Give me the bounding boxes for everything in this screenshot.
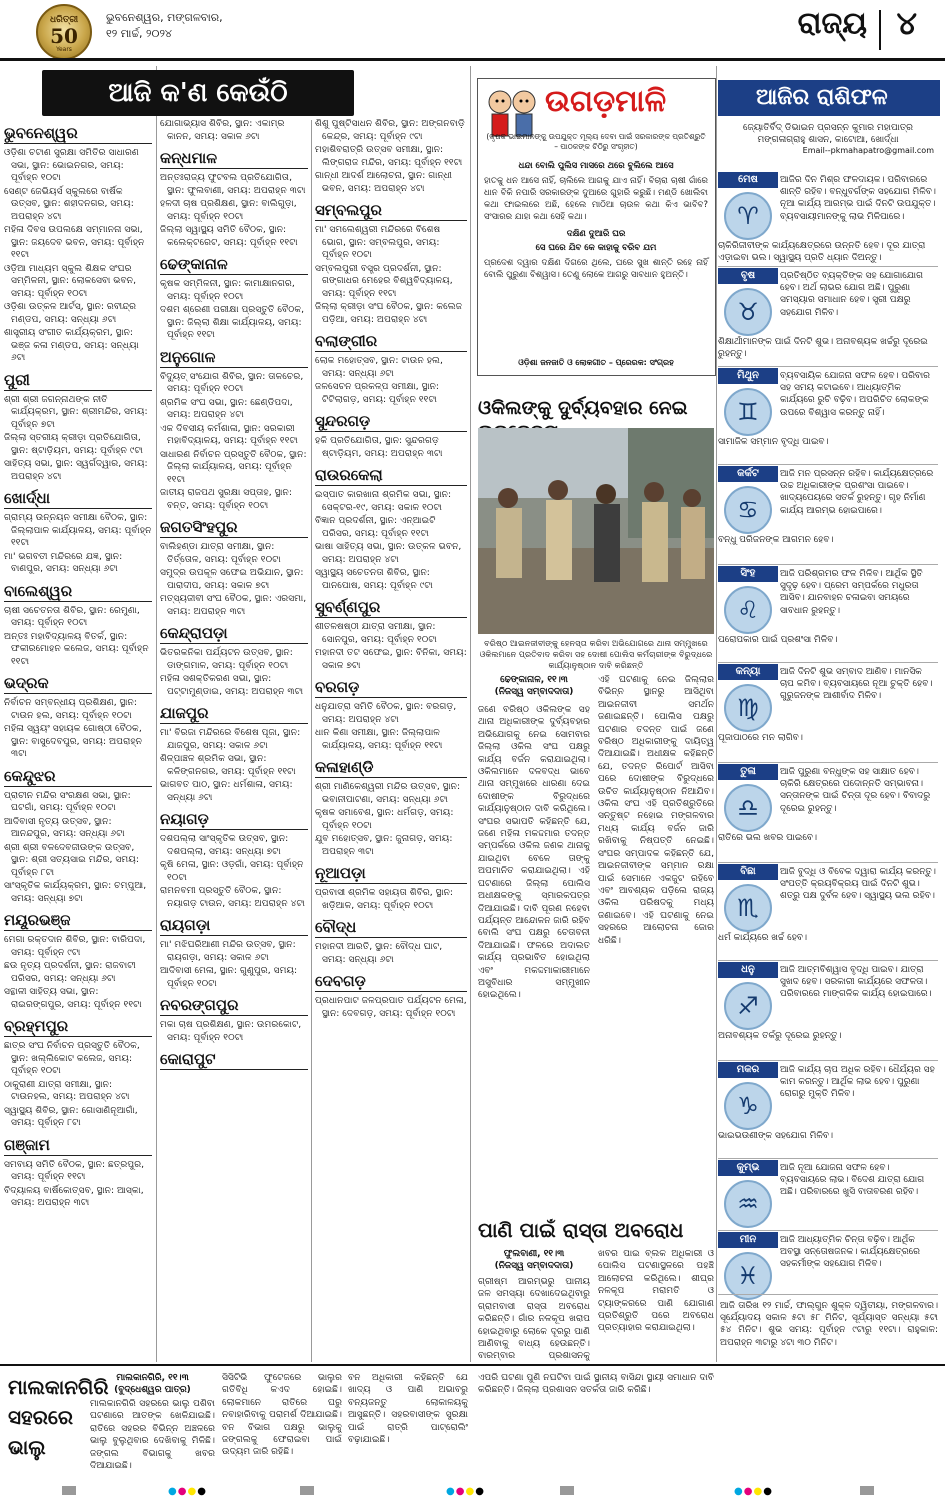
event-item: ମହିଳା ସ୍ୱୟଂ ସହାୟକ ଗୋଷ୍ଠୀ ବୈଠକ, ସ୍ଥାନ: ବାସୁଦେବପୁର, ସମୟ: ଅପରାହ୍ନ ୩ଟା: [4, 723, 143, 759]
event-item: କୃଷି ମେଳା, ସ୍ଥାନ: ଓଡ଼ଗାଁ, ସମୟ: ପୂର୍ବାହ୍ନ ୧୦ଟା: [160, 859, 304, 883]
event-item: ଏକ ଦିବସୀୟ କର୍ମଶାଳା, ସ୍ଥାନ: ସରକାରୀ ମହାବିଦ୍ୟାଳୟ, ସମୟ: ପୂର୍ବାହ୍ନ ୧୧ଟା: [160, 422, 298, 446]
event-item: ବିଜ୍ଞାନ ପ୍ରଦର୍ଶନୀ, ସ୍ଥାନ: ଏନ୍‌ଆଇଟି ପରିସର, ସମୟ: ପୂର୍ବାହ୍ନ ୧୧ଟା: [315, 515, 436, 539]
astrologer-address: ମଙ୍ଗଳାଗ୍ରାହୁ ଶାସନ, କାଟୋଆ, ଖୋର୍ଦ୍ଧା: [757, 135, 899, 145]
zodiac-glyph-icon: ♏: [737, 894, 759, 922]
event-item: ରାମନବମୀ ପ୍ରସ୍ତୁତି ବୈଠକ, ସ୍ଥାନ: ନୟାଗଡ଼ ଟାଉନ, ସମୟ: ଅପରାହ୍ନ ୪ଟା: [160, 885, 305, 909]
print-bar: [300, 1486, 314, 1495]
event-item: ମେଗା ରକ୍ତଦାନ ଶିବିର, ସ୍ଥାନ: ବାରିପଦା, ସମୟ: ପୂର୍ବାହ୍ନ ୯ଟା: [4, 934, 146, 958]
event-item: ଜିଲ୍ଲା ସ୍ୱାସ୍ଥ୍ୟ ସମିତି ବୈଠକ, ସ୍ଥାନ: କଲେକ୍ଟରେଟ, ସମୟ: ପୂର୍ବାହ୍ନ ୧୧ଟା: [160, 224, 298, 248]
print-bar: [860, 1486, 874, 1495]
sign-forecast-extra: ଶିକ୍ଷାର୍ଥୀମାନଙ୍କ ପାଇଁ ଦିନଟି ଶୁଭ। ଅନାବଶ୍ୟକ ଖର୍ଚ୍ଚରୁ ଦୂରେଇ ରୁହନ୍ତୁ।: [718, 337, 928, 360]
zodiac-glyph-icon: ♓: [737, 1262, 759, 1290]
sign-forecast: ଆଜି ଦିନଟି ଶୁଭ ସମ୍ବାଦ ଆଣିବ। ମାନସିକ ଚାପ କମିବ। ବ୍ୟବସାୟରେ ନୂଆ ଚୁକ୍ତି ହେବ। ଗୁରୁଜନଙ୍କ ଆଶୀର୍ବାଦ ମିଳିବ।: [780, 667, 933, 702]
photo-caption: ବରିଷ୍ଠ ଆଇନଜୀବୀଙ୍କୁ ହେନସ୍ତା କରିବା ଅଭିଯୋଗରେ ଥାନା ସମ୍ମୁଖରେ ଓକିଲମାନେ ପ୍ରତିବାଦ କରିବା ସହ ଦୋଷୀ ପୋଲିସ କର୍ମଚାରୀଙ୍କ ବିରୁଦ୍ଧରେ କାର୍ଯ୍ୟାନୁଷ୍ଠାନ ଦାବି କରିଛନ୍ତି: [479, 638, 713, 670]
event-item: ଆଦିବାସୀ ନୃତ୍ୟ ଉତ୍ସବ, ସ୍ଥାନ: ଆନନ୍ଦପୁର, ସମୟ: ସନ୍ଧ୍ୟା ୬ଟା: [4, 815, 125, 839]
city-heading: ରାଉରକେଲା: [315, 466, 467, 486]
event-item: ହକି ପ୍ରତିଯୋଗିତା, ସ୍ଥାନ: ସୁନ୍ଦରଗଡ଼ ଷ୍ଟାଡ଼ିୟମ, ସମୟ: ଅପରାହ୍ନ ୩ଟା: [315, 435, 443, 459]
logo-brand: ଧରିତ୍ରୀ: [49, 15, 79, 25]
zodiac-glyph-icon: ♊: [737, 398, 759, 426]
event-item: ମା' ସମଲେଶ୍ୱରୀ ମନ୍ଦିରରେ ବିଶେଷ ଭୋଗ, ସ୍ଥାନ: ସମ୍ବଲପୁର, ସମୟ: ପୂର୍ବାହ୍ନ ୧୦ଟା: [315, 224, 441, 260]
event-item: ଯୋଗାଭ୍ୟାସ ଶିବିର, ସ୍ଥାନ: ଏକାମ୍ର କାନନ, ସମୟ: ସକାଳ ୬ଟା: [160, 118, 285, 142]
cartoon-footer: ଓଡ଼ିଶା ଜନଜାତି ଓ ଲୋକଗୀତ – ପ୍ରେରକ: ସଂଗ୍ରହ: [518, 358, 674, 367]
sign-forecast: ଆଜି କାର୍ଯ୍ୟ ଚାପ ଅଧିକ ରହିବ। ଧୈର୍ଯ୍ୟର ସହ କାମ କରନ୍ତୁ। ଆର୍ଥିକ ଲାଭ ହେବ। ପୁରୁଣା ରୋଗରୁ ମୁକ୍ତି ମିଳିବ।: [780, 1065, 935, 1100]
rashi-sign-block: [718, 268, 940, 368]
rashi-sign-block: [718, 962, 940, 1062]
sign-forecast-extra: ରାତିରେ ଭଲ ଖବର ପାଇବେ।: [718, 833, 818, 843]
dateline-place: ଭୁବନେଶ୍ୱର, ମଙ୍ଗଳବାର,: [106, 11, 223, 24]
sign-forecast-extra: ଅନାବଶ୍ୟକ ତର୍କରୁ ଦୂରେଇ ରୁହନ୍ତୁ।: [718, 1031, 842, 1041]
event-item: ଶାସ୍ତ୍ରୀୟ ସଂଗୀତ କାର୍ଯ୍ୟକ୍ରମ, ସ୍ଥାନ: ଭଞ୍ଜ କଳା ମଣ୍ଡପ, ସମୟ: ସନ୍ଧ୍ୟା ୬ଟା: [4, 327, 139, 363]
sign-label: ସିଂହ: [718, 566, 778, 582]
sign-forecast-extra: ପରୋପକାର ପାଇଁ ପ୍ରଶଂସା ମିଳିବ।: [718, 635, 838, 645]
event-item: ଓଡ଼ିଶା ଉତ୍କଳ ଆର୍ଟସ୍, ସ୍ଥାନ: ରବୀନ୍ଦ୍ର ମଣ୍ଡପ, ସମୟ: ସନ୍ଧ୍ୟା ୬ଟା: [4, 301, 137, 325]
city-heading: ଅନୁଗୋଳ: [160, 348, 308, 368]
event-item: ଇସ୍ପାତ କାରଖାନା ଶ୍ରମିକ ସଭା, ସ୍ଥାନ: ସେକ୍ଟର-୧୯, ସମୟ: ସକାଳ ୧୦ଟା: [315, 489, 452, 513]
zodiac-glyph-icon: ♍: [737, 694, 759, 722]
event-item: ସ୍ୱାସ୍ଥ୍ୟ ଶିବିର, ସ୍ଥାନ: ଗୋସାଣିନୂଆଗାଁ, ସମୟ: ପୂର୍ବାହ୍ନ ୮ଟା: [4, 1104, 138, 1128]
event-item: ଜାତୀୟ ରାଜପଥ ସୁରକ୍ଷା ସପ୍ତାହ, ସ୍ଥାନ: ବନ୍ତ, ସମୟ: ପୂର୍ବାହ୍ନ ୧୦ଟା: [160, 487, 292, 511]
sign-label: ମେଷ: [718, 172, 778, 188]
article-3-column-2: ସିସିଟିଭି ଫୁଟେଜରେ ଭାଲୁର ଗତିବିଧି କଏଦ ହୋଇଛି। ଲୋକମାନେ ରାତିରେ ଘରୁ ନବାହାରିବାକୁ ପରାମର୍ଶ ଦିଆଯାଇଛି। ବନ ବିଭାଗ ପକ୍ଷରୁ ଭାଲୁକୁ ଜଙ୍ଗଲକୁ ଫେରାଇବା ପାଇଁ ଉଦ୍ୟମ ଜାରି ରହିଛି।: [222, 1373, 342, 1458]
sign-forecast: ଆଜି ପୁରୁଣା ବନ୍ଧୁଙ୍କ ସହ ସାକ୍ଷାତ ହେବ। ଚାକିରି କ୍ଷେତ୍ରରେ ପଦୋନ୍ନତି ସମ୍ଭାବନା। ସନ୍ତାନଙ୍କ ପାଇଁ ଚିନ୍ତା ଦୂର ହେବ। ବିବାଦରୁ ଦୂରେଇ ରୁହନ୍ତୁ।: [780, 767, 931, 814]
sign-forecast: ପ୍ରତିଷ୍ଠିତ ବ୍ୟକ୍ତିଙ୍କ ସହ ଯୋଗାଯୋଗ ହେବ। ଅର୍ଥ ଲାଭର ଯୋଗ ଅଛି। ପୁରୁଣା ସମସ୍ୟାର ସମାଧାନ ହେବ। ସ୍ତ୍ରୀ ପକ୍ଷରୁ ସହଯୋଗ ମିଳିବ।: [780, 271, 924, 318]
sign-forecast: ଆଜି ବୁଦ୍ଧି ଓ ବିବେକ ଦ୍ୱାରା କାର୍ଯ୍ୟ କରନ୍ତୁ। ସଂପତ୍ତି କ୍ରୟବିକ୍ରୟ ପାଇଁ ଦିନଟି ଶୁଭ। ଶତ୍ରୁ ପକ୍ଷ ଦୁର୍ବଳ ହେବ। ସ୍ୱାସ୍ଥ୍ୟ ଭଲ ରହିବ।: [780, 867, 936, 902]
event-item: ମହାନଦୀ ତଟ ସଫେଇ, ସ୍ଥାନ: ବିନିକା, ସମୟ: ସକାଳ ୭ଟା: [315, 647, 467, 671]
cartoon-subhead-1: ଦକ୍ଷିଣ ଦୁଆରି ଘର: [566, 229, 626, 239]
event-item: ସାହିତ୍ୟ ସଭା, ସ୍ଥାନ: ସ୍ୱର୍ଗଦ୍ୱାର, ସମୟ: ଅପରାହ୍ନ ୪ଟା: [4, 458, 148, 482]
city-heading: ଖୋର୍ଦ୍ଧା: [4, 489, 152, 509]
event-item: ସମବାୟ ସମିତି ବୈଠକ, ସ୍ଥାନ: ଛତ୍ରପୁର, ସମୟ: ପୂର୍ବାହ୍ନ ୧୧ଟା: [4, 1158, 145, 1182]
rashi-sign-block: [718, 864, 940, 962]
city-heading: ଯାଜପୁର: [160, 704, 308, 724]
event-item: ବିଦ୍ୟୁତ୍ ସଂଯୋଗ ଶିବିର, ସ୍ଥାନ: ତାଳଚେର, ସମୟ: ପୂର୍ବାହ୍ନ ୧୦ଟା: [160, 370, 304, 394]
event-item: ମହାନଦୀ ଆରତି, ସ୍ଥାନ: ବୌଦ୍ଧ ଘାଟ, ସମୟ: ସନ୍ଧ୍ୟା ୬ଟା: [315, 941, 443, 965]
zodiac-glyph-icon: ♉: [737, 298, 759, 326]
city-heading: ସୁନ୍ଦରଗଡ଼: [315, 412, 467, 432]
event-item: ଶ୍ରମିକ ସଂଘ ସଭା, ସ୍ଥାନ: ଛେଣ୍ଡିପଦା, ସମୟ: ଅପରାହ୍ନ ୪ଟା: [160, 396, 293, 420]
sign-label: କର୍କଟ: [718, 466, 778, 482]
city-heading: ନୂଆପଡ଼ା: [315, 864, 467, 884]
event-item: ହଳଦୀ ଚାଷ ପ୍ରଶିକ୍ଷଣ, ସ୍ଥାନ: ବାଲିଗୁଡ଼ା, ସମୟ: ପୂର୍ବାହ୍ନ ୧୦ଟା: [160, 198, 297, 222]
zodiac-glyph-icon: ♈: [737, 202, 759, 230]
zodiac-glyph-icon: ♐: [737, 992, 759, 1020]
events-banner: ଆଜି କ'ଣ କେଉଁଠି: [42, 70, 354, 116]
city-heading: ନୟାଗଡ଼: [160, 810, 308, 830]
event-item: ଯୁବ ମହୋତ୍ସବ, ସ୍ଥାନ: ଜୁନାଗଡ଼, ସମୟ: ଅପରାହ୍ନ ୩ଟା: [315, 833, 453, 857]
article-1-dateline: ଢେଙ୍କାନାଳ, ୧୧।୩: [500, 675, 568, 685]
article-3-column-4: ଏପରି ଘଟଣା ପୁଣି ନଘଟିବା ପାଇଁ ସ୍ଥାନୀୟ ବାସିନ୍ଦା ସ୍ଥାୟୀ ସମାଧାନ ଦାବି କରିଛନ୍ତି। ଜିଲ୍ଲା ପ୍ରଶାସନ ସତର୍କତା ଜାରି କରିଛି।: [478, 1373, 714, 1396]
city-heading: ଦେବଗଡ଼: [315, 972, 467, 992]
article-1-reporter: (ନିଜସ୍ୱ ସମ୍ବାଦଦାତା): [494, 687, 574, 697]
event-item: ଅନ୍ତଃ ମହାବିଦ୍ୟାଳୟ ବିତର୍କ, ସ୍ଥାନ: ଫକୀରମୋହନ କଲେଜ, ସମୟ: ପୂର୍ବାହ୍ନ ୧୧ଟା: [4, 630, 149, 667]
event-item: ବାଲିହଣ୍ଡା ଯାତ୍ରା ସମୀକ୍ଷା, ସ୍ଥାନ: ତିର୍ତ୍ତୋଳ, ସମୟ: ପୂର୍ବାହ୍ନ ୧୦ଟା: [160, 541, 281, 565]
sign-forecast-extra: ସାମାଜିକ ସମ୍ମାନ ବୃଦ୍ଧି ପାଇବ।: [718, 437, 829, 447]
event-item: ଗ୍ରାମ୍ୟ ଉନ୍ନୟନ ସମୀକ୍ଷା ବୈଠକ, ସ୍ଥାନ: ଜିଲ୍ଲାପାଳ କାର୍ଯ୍ୟାଳୟ, ସମୟ: ପୂର୍ବାହ୍ନ ୧୧ଟା: [4, 512, 152, 548]
event-item: ପ୍ରାଚୀନ ମନ୍ଦିର ସଂରକ୍ଷଣ ସଭା, ସ୍ଥାନ: ଘଟଗାଁ, ସମୟ: ପୂର୍ବାହ୍ନ ୧୦ଟା: [4, 789, 131, 813]
zodiac-glyph-icon: ♋: [737, 496, 759, 524]
city-heading: ବରଗଡ଼: [315, 678, 467, 698]
city-heading: ଭଦ୍ରକ: [4, 674, 152, 694]
event-item: ଧାନ କିଣା ସମୀକ୍ଷା, ସ୍ଥାନ: ଜିଲ୍ଲାପାଳ କାର୍ଯ୍ୟାଳୟ, ସମୟ: ପୂର୍ବାହ୍ନ ୧୧ଟା: [315, 727, 443, 751]
event-item: ସ୍ୱାସ୍ଥ୍ୟ ସଚେତନତା ଶିବିର, ସ୍ଥାନ: ପାନପୋଷ, ସମୟ: ପୂର୍ବାହ୍ନ ୯ଟା: [315, 567, 433, 591]
rashi-sign-block: [718, 466, 940, 566]
event-item: ଦଶମ ଶ୍ରେଣୀ ପରୀକ୍ଷା ପ୍ରସ୍ତୁତି ବୈଠକ, ସ୍ଥାନ: ଜିଲ୍ଲା ଶିକ୍ଷା କାର୍ଯ୍ୟାଳୟ, ସମୟ: ପୂର୍ବାହ୍ନ ୧୧ଟା: [160, 304, 305, 340]
event-item: ଓଡ଼ିଶା ଚଟାଣ ସୁରକ୍ଷା ସମିତିର ସାଧାରଣ ସଭା, ସ୍ଥାନ: ଭୋଇନଗର, ସମୟ: ପୂର୍ବାହ୍ନ ୧୦ଟା: [4, 147, 139, 183]
event-item: ପ୍ରଧାନପାଟ ଜଳପ୍ରପାତ ପର୍ଯ୍ୟଟନ ମେଳା, ସ୍ଥାନ: ଦେବଗଡ଼, ସମୟ: ପୂର୍ବାହ୍ନ ୧୦ଟା: [315, 995, 467, 1019]
event-item: ଭିତରକନିକା ପର୍ଯ୍ୟଟନ ଉତ୍ସବ, ସ୍ଥାନ: ଡାଙ୍ଗମାଳ, ସମୟ: ପୂର୍ବାହ୍ନ ୧୦ଟା: [160, 647, 293, 671]
sign-forecast: ଆଜି ମନ ପ୍ରସନ୍ନ ରହିବ। କାର୍ଯ୍ୟକ୍ଷେତ୍ରରେ ଉଚ୍ଚ ଅଧିକାରୀଙ୍କ ପ୍ରଶଂସା ପାଇବେ। ଖାଦ୍ୟପେୟରେ ସତର୍କ ରୁହନ୍ତୁ। ଗୃହ ନିର୍ମାଣ କାର୍ଯ୍ୟ ଆରମ୍ଭ ହୋଇପାରେ।: [780, 469, 934, 516]
city-heading: ଗଞ୍ଜାମ: [4, 1136, 152, 1156]
event-item: ବିଦ୍ୟାଳୟ ବାର୍ଷିକୋତ୍ସବ, ସ୍ଥାନ: ଆସ୍କା, ସମୟ: ଅପରାହ୍ନ ୩ଟା: [4, 1184, 144, 1208]
event-item: ଶିଶୁ ପୁଷ୍ଟିସାଧନ ଶିବିର, ସ୍ଥାନ: ଅଙ୍ଗନବାଡ଼ି କେନ୍ଦ୍ର, ସମୟ: ପୂର୍ବାହ୍ନ ୯ଟା: [315, 118, 465, 142]
sign-divider: [718, 662, 938, 663]
sign-forecast-extra: ପୂଜାପାଠରେ ମନ ଲାଗିବ।: [718, 733, 803, 743]
rashi-sign-block: [718, 172, 940, 268]
sign-divider: [718, 862, 938, 863]
event-item: ଜିଲ୍ଲା କ୍ରୀଡ଼ା ସଂଘ ବୈଠକ, ସ୍ଥାନ: କଲେଜ ପଡ଼ିଆ, ସମୟ: ଅପରାହ୍ନ ୪ଟା: [315, 301, 463, 325]
sign-divider: [718, 564, 938, 565]
event-item: ଦଶପଲ୍ଲା ସାଂସ୍କୃତିକ ଉତ୍ସବ, ସ୍ଥାନ: ଦଶପଲ୍ଲା, ସମୟ: ସନ୍ଧ୍ୟା ୭ଟା: [160, 833, 289, 857]
sign-divider: [718, 266, 938, 267]
sign-label: ମୀନ: [718, 1232, 778, 1248]
astrologer-email: Email--pkmahapatro@gmail.com: [802, 146, 934, 155]
logo-years: Years: [56, 46, 72, 53]
city-heading: ପୁରୀ: [4, 371, 152, 391]
rashi-title: ଆଜିର ରାଶିଫଳ: [718, 80, 940, 116]
zodiac-glyph-icon: ♑: [737, 1092, 759, 1120]
sign-forecast: ଆଜି ଆତ୍ମବିଶ୍ୱାସ ବୃଦ୍ଧି ପାଇବ। ଯାତ୍ରା ସୁଖଦ ହେବ। ସରକାରୀ କାର୍ଯ୍ୟରେ ସଫଳତା। ପରିବାରରେ ମାଙ୍ଗଳିକ କାର୍ଯ୍ୟ ହୋଇପାରେ।: [780, 965, 932, 1000]
events-column-3: [315, 118, 467, 1362]
event-item: ଜଳସେଚନ ପ୍ରକଳ୍ପ ସମୀକ୍ଷା, ସ୍ଥାନ: ଟିଟିଲାଗଡ଼, ସମୟ: ପୂର୍ବାହ୍ନ ୧୧ଟା: [315, 381, 440, 405]
page-number: ୪: [896, 4, 917, 42]
rashi-sign-block: [718, 566, 940, 664]
registration-dots: ●●●●: [168, 1486, 207, 1497]
city-heading: କୋରାପୁଟ: [160, 1050, 308, 1070]
city-heading: ଜଗତସିଂହପୁର: [160, 518, 308, 538]
article-2-byline: [478, 1248, 590, 1272]
rashi-sign-block: [718, 1232, 940, 1296]
astrologer-name: ଜ୍ୟୋତିର୍ବିଦ୍ ଡିଭାଇନ ପ୍ରସନ୍ନ କୁମାର ମହାପାତ୍ର: [742, 123, 914, 133]
city-heading: ମୟୂରଭଞ୍ଜ: [4, 911, 152, 931]
article-3-column-3: ବନ ଅଧିକାରୀ କହିଛନ୍ତି ଯେ ଖାଦ୍ୟ ଓ ପାଣି ଅଭାବରୁ ବନ୍ୟଜନ୍ତୁ ଲୋକାଳୟକୁ ଆସୁଛନ୍ତି। ସହରବାସୀଙ୍କ ସୁରକ୍ଷା ପାଇଁ ରାତ୍ରି ପାଟ୍ରୋଲିଂ ବଢ଼ାଯାଇଛି।: [348, 1373, 468, 1446]
city-heading: ନବରଙ୍ଗପୁର: [160, 996, 308, 1016]
logo-fifty: 50: [50, 24, 78, 48]
article-3-headline: ମାଲକାନଗିରି ସହରରେ ଭାଲୁ: [8, 1375, 109, 1459]
section-name: ରାଜ୍ୟ: [797, 6, 867, 41]
sign-forecast: ଆଜି ନୂଆ ଯୋଜନା ସଫଳ ହେବ। ବ୍ୟବସାୟରେ ଲାଭ। ବିଦେଶ ଯାତ୍ରା ଯୋଗ ଅଛି। ପରିବାରରେ ଖୁସି ବାତାବରଣ ରହିବ।: [780, 1163, 925, 1198]
city-heading: କଳାହାଣ୍ଡି: [315, 758, 467, 778]
sign-label: ବୃଷ: [718, 268, 778, 284]
event-item: ସମୁଦ୍ର ଉପକୂଳ ସଫେଇ ଅଭିଯାନ, ସ୍ଥାନ: ପାରାଦୀପ, ସମୟ: ସକାଳ ୭ଟା: [160, 567, 304, 591]
article-3-dateline: ମାଲକାନଗିରି, ୧୧।୩: [116, 1373, 189, 1383]
event-item: କୃଷକ ସମ୍ମିଳନୀ, ସ୍ଥାନ: କାମାକ୍ଷାନଗର, ସମୟ: ପୂର୍ବାହ୍ନ ୧୦ଟା: [160, 278, 295, 302]
event-item: ଶୀତଳଷଷ୍ଠୀ ଯାତ୍ରା ସମୀକ୍ଷା, ସ୍ଥାନ: ସୋନପୁର, ସମୟ: ପୂର୍ବାହ୍ନ ୧୦ଟା: [315, 621, 437, 645]
cartoon-text: [484, 160, 708, 281]
sign-divider: [718, 1060, 938, 1061]
article-2-headline: ପାଣି ପାଇଁ ରାସ୍ତା ଅବରୋଧ: [478, 1218, 684, 1242]
sign-divider: [718, 960, 938, 961]
dateline-date: ୧୨ ମାର୍ଚ୍ଚ, ୨୦୨୪: [106, 27, 172, 40]
event-item: ମା' ଭଗବତୀ ମନ୍ଦିରରେ ଯଜ୍ଞ, ସ୍ଥାନ: ବାଣପୁର, ସମୟ: ସନ୍ଧ୍ୟା ୬ଟା: [4, 550, 123, 574]
event-item: ମା' ମଝିଘରିଆଣୀ ମନ୍ଦିର ଉତ୍ସବ, ସ୍ଥାନ: ରାୟଗଡ଼ା, ସମୟ: ସକାଳ ୬ଟା: [160, 939, 296, 963]
sign-forecast: ଆଜି ପରିଶ୍ରମର ଫଳ ମିଳିବ। ଆର୍ଥିକ ସ୍ଥିତି ସୁଦୃଢ଼ ହେବ। ପ୍ରେମ ସମ୍ପର୍କରେ ମଧୁରତା ଆସିବ। ଯାନବାହନ ଚଳାଇବା ସମୟରେ ସାବଧାନ ରୁହନ୍ତୁ।: [780, 569, 923, 616]
article-2-column-2: ଖବର ପାଇ ବ୍ଲକ ଅଧିକାରୀ ଓ ପୋଲିସ ଘଟଣାସ୍ଥଳରେ ପହଞ୍ଚି ଆଲୋଚନା କରିଥିଲେ। ଶୀଘ୍ର ନଳକୂପ ମରାମତି ଓ ଟ୍ୟାଙ୍କରରେ ପାଣି ଯୋଗାଣ ପ୍ରତିଶ୍ରୁତି ପରେ ଅବରୋଧ ପ୍ରତ୍ୟାହାର କରାଯାଇଥିଲା।: [598, 1249, 714, 1334]
event-item: ଶ୍ରୀ ଶ୍ରୀ ଜଗନ୍ନାଥଙ୍କ ନୀତି କାର୍ଯ୍ୟକ୍ରମ, ସ୍ଥାନ: ଶ୍ରୀମନ୍ଦିର, ସମୟ: ପୂର୍ବାହ୍ନ ୭ଟା: [4, 393, 148, 430]
sign-forecast-extra: ଚାକିରିଜୀବୀଙ୍କ କାର୍ଯ୍ୟକ୍ଷେତ୍ରରେ ଉନ୍ନତି ହେବ। ଦୂର ଯାତ୍ରା ଏଡ଼ାଇବା ଭଲ। ସ୍ୱାସ୍ଥ୍ୟ ପ୍ରତି ଧ୍ୟାନ ଦିଅନ୍ତୁ।: [718, 241, 926, 264]
event-item: ଶିଳ୍ପାଞ୍ଚଳ ଶ୍ରମିକ ସଭା, ସ୍ଥାନ: କଳିଙ୍ଗନଗର, ସମୟ: ପୂର୍ବାହ୍ନ ୧୧ଟା: [160, 753, 296, 777]
event-item: ମକା ଚାଷ ପ୍ରଶିକ୍ଷଣ, ସ୍ଥାନ: ଉମରକୋଟ, ସମୟ: ପୂର୍ବାହ୍ନ ୧୦ଟା: [160, 1019, 302, 1043]
article-2-dateline: ଫୁଲବାଣୀ, ୧୧।୩: [503, 1249, 565, 1259]
zodiac-glyph-icon: ♎: [737, 794, 759, 822]
article-3-reporter: (ବୁଦ୍ଧେଶ୍ୱର ପାତ୍ର): [114, 1385, 191, 1395]
article-2-reporter: (ନିଜସ୍ୱ ସମ୍ବାଦଦାତା): [494, 1261, 574, 1271]
sign-divider: [718, 464, 938, 465]
event-item: ମା' ବିରଜା ମନ୍ଦିରରେ ବିଶେଷ ପୂଜା, ସ୍ଥାନ: ଯାଜପୁର, ସମୟ: ସକାଳ ୬ଟା: [160, 727, 301, 751]
city-heading: କେନ୍ଦୁଝର: [4, 767, 152, 787]
event-item: ଭାଗବତ ପାଠ, ସ୍ଥାନ: ଧର୍ମଶାଳା, ସମୟ: ସନ୍ଧ୍ୟା ୬ଟା: [160, 779, 293, 803]
zodiac-glyph-icon: ♌: [737, 596, 759, 624]
column-rule: [156, 66, 157, 1362]
sign-forecast: ବ୍ୟବସାୟିକ ଯୋଜନା ସଫଳ ହେବ। ପରିବାର ସହ ସମୟ କଟାଇବେ। ଆଧ୍ୟାତ୍ମିକ କାର୍ଯ୍ୟରେ ରୁଚି ବଢ଼ିବ। ଅପରିଚିତ ଲୋକଙ୍କ ଉପରେ ବିଶ୍ୱାସ କରନ୍ତୁ ନାହିଁ।: [780, 371, 930, 418]
events-column-2: [160, 118, 308, 1362]
print-bar: [560, 1486, 574, 1495]
event-item: ଭାଷା ସାହିତ୍ୟ ସଭା, ସ୍ଥାନ: ଉତ୍କଳ ଭବନ, ସମୟ: ଅପରାହ୍ନ ୪ଟା: [315, 541, 462, 565]
sign-label: ତୁଳା: [718, 764, 778, 780]
cartoon-lead: ଧନ୍ଦା ବୋଲି ପୁଲିସ ମାସରେ ଥରେ ବୁଲିଲେ ଆସେ: [518, 161, 674, 171]
sign-label: ମିଥୁନ: [718, 368, 778, 384]
event-item: ଛଉ ନୃତ୍ୟ ପ୍ରଦର୍ଶନୀ, ସ୍ଥାନ: ରାଜବାଟୀ ପରିସର, ସମୟ: ସନ୍ଧ୍ୟା ୬ଟା: [4, 960, 136, 984]
city-heading: ବାଲେଶ୍ୱର: [4, 582, 152, 602]
sign-divider: [718, 1158, 938, 1159]
sign-divider: [718, 762, 938, 763]
sign-label: କନ୍ୟା: [718, 664, 778, 680]
sign-label: ବିଛା: [718, 864, 778, 880]
dateline: [106, 10, 223, 42]
event-item: ମହିଳା ସଶକ୍ତିକରଣ ସଭା, ସ୍ଥାନ: ପଟ୍ଟାମୁଣ୍ଡାଇ, ସମୟ: ଅପରାହ୍ନ ୩ଟା: [160, 673, 304, 697]
sign-divider: [718, 366, 938, 367]
event-item: ମତ୍ସ୍ୟଜୀବୀ ସଂଘ ବୈଠକ, ସ୍ଥାନ: ଏରସମା, ସମୟ: ଅପରାହ୍ନ ୩ଟା: [160, 593, 307, 617]
registration-dots: ●●●●: [734, 1486, 773, 1497]
event-item: ମହାଶିବରାତ୍ରି ଉତ୍ସବ ସମୀକ୍ଷା, ସ୍ଥାନ: ଲିଙ୍ଗରାଜ ମନ୍ଦିର, ସମୟ: ପୂର୍ବାହ୍ନ ୧୧ଟା: [315, 144, 463, 168]
event-item: ସାଧାରଣ ନିର୍ବାଚନ ପ୍ରସ୍ତୁତି ବୈଠକ, ସ୍ଥାନ: ଜିଲ୍ଲା କାର୍ଯ୍ୟାଳୟ, ସମୟ: ପୂର୍ବାହ୍ନ ୧୧ଟା: [160, 448, 307, 485]
zodiac-glyph-icon: ♒: [737, 1190, 759, 1218]
event-item: ଠାକୁରାଣୀ ଯାତ୍ରା ସମୀକ୍ଷା, ସ୍ଥାନ: ଟାଉନହଲ, ସମୟ: ଅପରାହ୍ନ ୪ଟା: [4, 1078, 130, 1102]
sign-forecast: ଆଜିର ଦିନ ମିଶ୍ର ଫଳଦାୟକ। ପରିବାରରେ ଶାନ୍ତି ରହିବ। ବନ୍ଧୁବର୍ଗଙ୍କ ସହଯୋଗ ମିଳିବ। ନୂଆ କାର୍ଯ୍ୟ ଆରମ୍ଭ ପାଇଁ ଦିନଟି ଉପଯୁକ୍ତ। ବ୍ୟବସାୟୀମାନଙ୍କୁ ଲାଭ ମିଳିପାରେ।: [780, 175, 936, 222]
print-bar: [62, 1486, 76, 1495]
news-photo: [478, 428, 714, 634]
city-heading: ସମ୍ବଲପୁର: [315, 201, 467, 221]
event-item: ଅନ୍ତଃରାଜ୍ୟ ଫୁଟବଲ ପ୍ରତିଯୋଗିତା, ସ୍ଥାନ: ଫୁଲବାଣୀ, ସମୟ: ଅପରାହ୍ନ ୩ଟା: [160, 172, 306, 196]
sign-divider: [718, 1230, 938, 1231]
event-item: ସମ୍ବଲପୁରୀ ବସ୍ତ୍ର ପ୍ରଦର୍ଶନୀ, ସ୍ଥାନ: ଗଙ୍ଗାଧର ମେହେର ବିଶ୍ୱବିଦ୍ୟାଳୟ, ସମୟ: ପୂର୍ବାହ୍ନ ୧୧ଟା: [315, 262, 453, 299]
registration-dots: ●●●●: [446, 1486, 485, 1497]
event-item: ଲୋକ ମହୋତ୍ସବ, ସ୍ଥାନ: ଟାଉନ ହଲ, ସମୟ: ସନ୍ଧ୍ୟା ୬ଟା: [315, 355, 443, 379]
event-item: ପ୍ରବାସୀ ଶ୍ରମିକ ସହାୟତା ଶିବିର, ସ୍ଥାନ: ଖଡ଼ିଆଳ, ସମୟ: ପୂର୍ବାହ୍ନ ୧୦ଟା: [315, 887, 454, 911]
sign-divider: [718, 1294, 938, 1295]
event-item: କୃଷକ ସମାବେଶ, ସ୍ଥାନ: ଧର୍ମଗଡ଼, ସମୟ: ପୂର୍ବାହ୍ନ ୧୦ଟା: [315, 807, 454, 831]
sign-label: ଧନୁ: [718, 962, 778, 978]
section-divider: [879, 10, 881, 50]
sign-forecast-extra: ଧର୍ମ କାର୍ଯ୍ୟରେ ଖର୍ଚ୍ଚ ହେବ।: [718, 933, 808, 943]
article-1-byline: [478, 674, 590, 698]
sign-forecast: ଆଜି ଆଧ୍ୟାତ୍ମିକ ଚିନ୍ତା ବଢ଼ିବ। ଆର୍ଥିକ ଅବସ୍ଥା ସନ୍ତୋଷଜନକ। କାର୍ଯ୍ୟକ୍ଷେତ୍ରରେ ସହକର୍ମୀଙ୍କ ସହଯୋଗ ମିଳିବ।: [780, 1235, 920, 1270]
event-item: ଛାତ୍ର ସଂଘ ନିର୍ବାଚନ ପ୍ରସ୍ତୁତି ବୈଠକ, ସ୍ଥାନ: ଖଲ୍ଲିକୋଟ କଲେଜ, ସମୟ: ପୂର୍ବାହ୍ନ ୧୦ଟା: [4, 1040, 140, 1076]
article-3-column-1: ମାଲକାନଗିରି ସହରରେ ଭାଲୁ ପଶିବା ଘଟଣାରେ ଆତଙ୍କ ଖେଳିଯାଇଛି। ରାତିରେ ସହରର ବିଭିନ୍ନ ଅଞ୍ଚଳରେ ଭାଲୁ ବୁଲୁଥିବାର ଦେଖିବାକୁ ମିଳିଛି। ଜଙ୍ଗଲ ବିଭାଗକୁ ଖବର ଦିଆଯାଇଛି।: [90, 1399, 215, 1472]
sign-label: କୁମ୍ଭ: [718, 1160, 778, 1176]
event-item: ଶ୍ରୀ ଶ୍ରୀ ବଳଦେବଜୀଉଙ୍କ ଉତ୍ସବ, ସ୍ଥାନ: ଶ୍ରୀ ସତ୍ୟସାଇ ମନ୍ଦିର, ସମୟ: ପୂର୍ବାହ୍ନ ୮ଟା: [4, 841, 139, 878]
sign-forecast-extra: ଭାଇଭଉଣୀଙ୍କ ସହଯୋଗ ମିଳିବ।: [718, 1131, 834, 1141]
event-item: ଆଦିବାସୀ ମେଳା, ସ୍ଥାନ: ଗୁଣୁପୁର, ସମୟ: ପୂର୍ବାହ୍ନ ୧୦ଟା: [160, 965, 298, 989]
event-item: ଓଡ଼ିଆ ମାଧ୍ୟମ ସ୍କୁଲ ଶିକ୍ଷକ ସଂଘର ସମ୍ମିଳନୀ, ସ୍ଥାନ: ଲୋକସେବା ଭବନ, ସମୟ: ପୂର୍ବାହ୍ନ ୧୦ଟା: [4, 262, 137, 299]
event-item: ସେଣ୍ଟ ଜେଭିୟର୍ସ ସ୍କୁଲରେ ବାର୍ଷିକ ଉତ୍ସବ, ସ୍ଥାନ: ଶହୀଦନଗର, ସମୟ: ଅପରାହ୍ନ ୪ଟା: [4, 185, 134, 222]
bottom-strip-rule: [0, 1364, 945, 1366]
sign-label: ମକର: [718, 1062, 778, 1078]
city-heading: ବୌଦ୍ଧ: [315, 918, 467, 938]
event-item: ଗାନ୍ଧୀ ଆଦର୍ଶ ଆଲୋଚନା, ସ୍ଥାନ: ଗାନ୍ଧୀ ଭବନ, ସମୟ: ଅପରାହ୍ନ ୪ଟା: [315, 170, 453, 194]
article-1-column-2: ଏହି ଘଟଣାକୁ ନେଇ ଜିଲ୍ଲାର ବିଭିନ୍ନ ସ୍ଥାନରୁ ଆସିଥିବା ଆଇନଜୀବୀ ସମର୍ଥନ ଜଣାଇଛନ୍ତି। ପୋଲିସ ପକ୍ଷରୁ ଘଟଣାର ତଦନ୍ତ ପାଇଁ ଜଣେ ବରିଷ୍ଠ ଅଧିକାରୀଙ୍କୁ ଦାୟିତ୍ୱ ଦିଆଯାଇଛି। ଅଧୀକ୍ଷକ କହିଛନ୍ତି ଯେ, ତଦନ୍ତ ରିପୋର୍ଟ ଆସିବା ପରେ ଦୋଷୀଙ୍କ ବିରୁଦ୍ଧରେ ଉଚିତ କାର୍ଯ୍ୟାନୁଷ୍ଠାନ ନିଆଯିବ। ଓକିଲ ସଂଘ ଏହି ପ୍ରତିଶ୍ରୁତିରେ ସନ୍ତୁଷ୍ଟ ନହୋଇ ମଙ୍ଗଳବାର ମଧ୍ୟ କାର୍ଯ୍ୟ ବର୍ଜନ ଜାରି ରଖିବାକୁ ନିଷ୍ପତ୍ତି ନେଇଛି। ସଂଘର ସମ୍ପାଦକ କହିଛନ୍ତି ଯେ, ଆଇନଜୀବୀଙ୍କ ସମ୍ମାନ ରକ୍ଷା ପାଇଁ ସେମାନେ ଏକଜୁଟ ରହିବେ ଏବଂ ଆବଶ୍ୟକ ପଡ଼ିଲେ ରାଜ୍ୟ ଓକିଲ ପରିଷଦକୁ ମଧ୍ୟ ଜଣାଇବେ। ଏହି ଘଟଣାକୁ ନେଇ ସହରରେ ଆଲୋଚନା ଜୋର ଧରିଛି।: [598, 675, 714, 946]
column-rule: [311, 120, 312, 1362]
event-item: ନିର୍ବାଚନ ସମ୍ବନ୍ଧୀୟ ପ୍ରଶିକ୍ଷଣ, ସ୍ଥାନ: ଟାଉନ ହଲ, ସମୟ: ପୂର୍ବାହ୍ନ ୧୦ଟା: [4, 697, 137, 721]
event-item: ସାଂସ୍କୃତିକ କାର୍ଯ୍ୟକ୍ରମ, ସ୍ଥାନ: ଚମ୍ପୁଆ, ସମୟ: ସନ୍ଧ୍ୟା ୭ଟା: [4, 880, 147, 904]
event-item: ଚାଷୀ ସଚେତନତା ଶିବିର, ସ୍ଥାନ: ରେମୁଣା, ସମୟ: ପୂର୍ବାହ୍ନ ୧୦ଟା: [4, 604, 140, 628]
article-3-byline: [90, 1372, 215, 1396]
event-item: ଶ୍ରୀ ମାଣିକେଶ୍ୱରୀ ମନ୍ଦିର ଉତ୍ସବ, ସ୍ଥାନ: ଭବାନୀପାଟଣା, ସମୟ: ସନ୍ଧ୍ୟା ୬ଟା: [315, 781, 461, 805]
city-heading: ଢେଙ୍କାନାଳ: [160, 255, 308, 275]
event-item: ଧନୁଯାତ୍ରା ସମିତି ବୈଠକ, ସ୍ଥାନ: ବରଗଡ଼, ସମୟ: ଅପରାହ୍ନ ୪ଟା: [315, 701, 457, 725]
panjika-text: ଆଜି ତାରିଖ ୧୨ ମାର୍ଚ୍ଚ, ଫାଲ୍ଗୁନ ଶୁକ୍ଳ ଦ୍ୱିତୀୟା, ମଙ୍ଗଳବାର। ସୂର୍ଯ୍ୟୋଦୟ ସକାଳ ୫ଟା ୫୮ ମିନିଟ, ସୂର୍ଯ୍ୟାସ୍ତ ସନ୍ଧ୍ୟା ୫ଟା ୫୪ ମିନିଟ। ଶୁଭ ସମୟ: ପୂର୍ବାହ୍ନ ୯ଟାରୁ ୧୧ଟା। ରାହୁକାଳ: ଅପରାହ୍ନ ୩ଟାରୁ ୪ଟା ୩୦ ମିନିଟ।: [720, 1301, 938, 1348]
city-heading: ବଲାଙ୍ଗୀର: [315, 332, 467, 352]
column-rule: [716, 66, 717, 1362]
rashi-sign-block: [718, 764, 940, 864]
cartoon-body: ହାତକୁ ଧନ ଆସେ ନାହିଁ, ଚାଲିଲେ ଆଗକୁ ଯାଏ ନାହିଁ। ବିଚାରା ଚାଷୀ ଗାଁରେ ଧାନ ବିକି ନପାରି ସରକାରଙ୍କ ଦୁଆରେ ଗୁହାରି କରୁଛି। ମଣ୍ଡି ଖୋଲିବା କଥା ଫାଇଲରେ ଅଛି, ହେଲେ ମାଠିଆ ଚାଉଳ କଥା କିଏ ଭାବିବ? ସଂସାରର ଯାହା କଥା ସେହି କଥା।: [484, 176, 708, 222]
city-heading: ସୁବର୍ଣ୍ଣପୁର: [315, 598, 467, 618]
rashi-sign-block: [718, 1160, 940, 1232]
article-1-column-1: ଜଣେ ବରିଷ୍ଠ ଓକିଲଙ୍କ ସହ ଥାନା ଅଧିକାରୀଙ୍କ ଦୁର୍ବ୍ୟବହାର ଅଭିଯୋଗକୁ ନେଇ ସୋମବାର ଜିଲ୍ଲା ଓକିଲ ସଂଘ ପକ୍ଷରୁ କାର୍ଯ୍ୟ ବର୍ଜନ କରାଯାଇଥିଲା। ଓକିଲମାନେ ଦଳବଦ୍ଧ ଭାବେ ଥାନା ସମ୍ମୁଖରେ ଧାରଣା ଦେଇ ଦୋଷୀଙ୍କ ବିରୁଦ୍ଧରେ କାର୍ଯ୍ୟାନୁଷ୍ଠାନ ଦାବି କରିଥିଲେ। ସଂଘର ସଭାପତି କହିଛନ୍ତି ଯେ, ଜଣେ ମହିଳା ମକଦ୍ଦମାର ତଦନ୍ତ ସମ୍ପର୍କରେ ଓକିଲ ଜଣକ ଥାନାକୁ ଯାଇଥିବା ବେଳେ ତାଙ୍କୁ ଅପମାନିତ କରାଯାଇଥିଲା। ଏହି ଘଟଣାରେ ଜିଲ୍ଲା ପୋଲିସ ଅଧୀକ୍ଷକଙ୍କୁ ସ୍ମାରକପତ୍ର ଦିଆଯାଇଛି। ଦାବି ପୂରଣ ନହେବା ପର୍ଯ୍ୟନ୍ତ ଆନ୍ଦୋଳନ ଜାରି ରହିବ ବୋଲି ସଂଘ ପକ୍ଷରୁ ଚେତାବନୀ ଦିଆଯାଇଛି। ଫଳରେ ଅଦାଲତ କାର୍ଯ୍ୟ ପ୍ରଭାବିତ ହୋଇଥିଲା ଏବଂ ମକଦ୍ଦମାକାରୀମାନେ ଅସୁବିଧାର ସମ୍ମୁଖୀନ ହୋଇଥିଲେ।: [478, 705, 590, 1001]
cartoon-title: ଉଗଡ଼ମାଳି: [545, 84, 667, 119]
city-heading: ରାୟଗଡ଼ା: [160, 916, 308, 936]
column-rule: [470, 66, 471, 1362]
header-rule: [0, 58, 945, 61]
event-item: ଜିଲ୍ଲା ସ୍ତରୀୟ କ୍ରୀଡ଼ା ପ୍ରତିଯୋଗିତା, ସ୍ଥାନ: ଷ୍ଟାଡ଼ିୟମ, ସମୟ: ପୂର୍ବାହ୍ନ ୯ଟା: [4, 432, 143, 456]
rashi-astrologer: [722, 122, 934, 146]
city-heading: ବ୍ରହ୍ମପୁର: [4, 1017, 152, 1037]
event-item: ସନ୍ଥାଳୀ ସାହିତ୍ୟ ସଭା, ସ୍ଥାନ: ରାଇରଙ୍ଗପୁର, ସମୟ: ପୂର୍ବାହ୍ନ ୧୧ଟା: [4, 986, 142, 1010]
cartoon-subhead-2: ସେ ଘରେ ଯିବ କେ କାହାକୁ ବରିବ ଯମ: [535, 243, 657, 253]
city-heading: କନ୍ଧମାଳ: [160, 149, 308, 169]
cartoon-subtitle: (କୃଷକ ଭାଇମାନଙ୍କୁ ଉପଯୁକ୍ତ ମୂଲ୍ୟ ଦେବା ପାଇଁ ସରକାରଙ୍କ ପ୍ରତିଶ୍ରୁତି – ପାଠକଙ୍କ ଚିଠିରୁ ସଂଗୃହୀତ): [486, 132, 706, 151]
rashi-sign-block: [718, 1062, 940, 1160]
article-2-column-1: ଗ୍ରୀଷ୍ମ ଆରମ୍ଭରୁ ପାନୀୟ ଜଳ ସମସ୍ୟା ଦେଖାଦେଇଥିବାରୁ ଗ୍ରାମବାସୀ ରାସ୍ତା ଅବରୋଧ କରିଛନ୍ତି। ଗାଁର ନଳକୂପ ଖରାପ ହୋଇଥିବାରୁ ଲୋକେ ଦୂରରୁ ପାଣି ଆଣିବାକୁ ବାଧ୍ୟ ହେଉଛନ୍ତି। ବାରମ୍ବାର ପ୍ରଶାସନକୁ: [478, 1277, 590, 1362]
event-item: ମହିଳା ଦିବସ ଉପଲକ୍ଷେ ସମ୍ମାନନା ସଭା, ସ୍ଥାନ: ଜୟଦେବ ଭବନ, ସମୟ: ପୂର୍ବାହ୍ନ ୧୧ଟା: [4, 224, 145, 260]
article-1-headline: ଓକିଲଙ୍କୁ ଦୁର୍ବ୍ୟବହାର ନେଇ: [478, 397, 688, 419]
newspaper-logo: [36, 4, 92, 60]
sign-forecast-extra: ବନ୍ଧୁ ପରିଜନଙ୍କ ଆଗମନ ହେବ।: [718, 535, 834, 545]
cartoon-body-2: ପ୍ରଦେଶ ଦ୍ୱାର ଦକ୍ଷିଣ ଦିଗରେ ଥିଲେ, ଘରେ ସୁଖ ଶାନ୍ତି ରହେ ନାହିଁ ବୋଲି ପୁରୁଣା ବିଶ୍ୱାସ। ତେଣୁ ଲୋକେ ଆଗରୁ ସାବଧାନ ହୁଅନ୍ତି।: [484, 258, 708, 280]
city-heading: କେନ୍ଦ୍ରାପଡ଼ା: [160, 624, 308, 644]
city-heading: ଭୁବନେଶ୍ୱର: [4, 124, 152, 144]
rashi-sign-block: [718, 368, 940, 466]
events-column-1: [4, 118, 152, 1362]
rashi-sign-block: [718, 664, 940, 764]
